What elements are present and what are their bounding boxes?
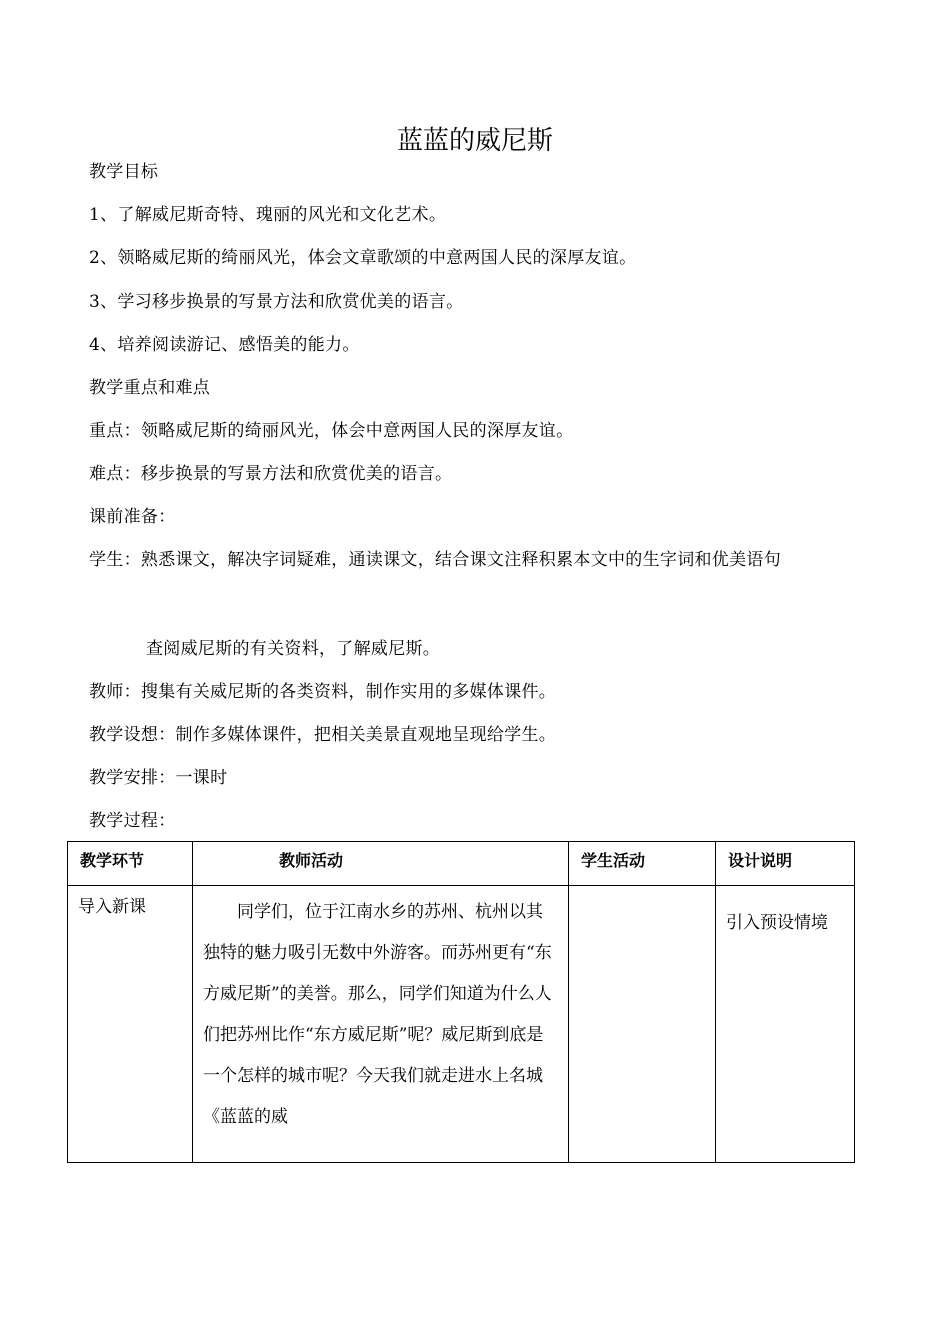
header-stage: 教学环节 <box>68 842 193 886</box>
goal-item-3: 3、学习移步换景的写景方法和欣赏优美的语言。 <box>89 292 464 312</box>
goal-item-2: 2、领略威尼斯的绮丽风光，体会文章歌颂的中意两国人民的深厚友谊。 <box>89 248 637 268</box>
design-notes-text: 引入预设情境 <box>726 913 828 933</box>
teaching-concept: 教学设想：制作多媒体课件，把相关美景直观地呈现给学生。 <box>89 725 557 745</box>
table-row <box>68 886 855 1163</box>
cell-design-notes <box>716 886 855 1163</box>
difficult-point: 难点：移步换景的写景方法和欣赏优美的语言。 <box>89 464 453 484</box>
teaching-schedule: 教学安排：一课时 <box>89 768 228 788</box>
heading-teaching-process: 教学过程： <box>89 811 176 831</box>
teacher-activity-text: 同学们，位于江南水乡的苏州、杭州以其独特的魅力吸引无数中外游客。而苏州更有“东方威尼斯”的美誉。那么，同学们知道为什么人们把苏州比作“东方威尼斯”呢？威尼斯到底是一个怎样的城市呢？今天我们就走进水上名城《蓝蓝的威 <box>203 902 552 1127</box>
header-teacher-activity: 教师活动 <box>193 842 569 886</box>
goal-item-4: 4、培养阅读游记、感悟美的能力。 <box>89 335 360 355</box>
document-title: 蓝蓝的威尼斯 <box>396 126 553 156</box>
heading-teaching-goals: 教学目标 <box>89 162 159 182</box>
cell-teacher-activity <box>193 886 569 1163</box>
header-design-notes: 设计说明 <box>716 842 855 886</box>
student-preparation: 学生：熟悉课文，解决字词疑难，通读课文，结合课文注释积累本文中的生字词和优美语句 <box>89 550 781 570</box>
key-point: 重点：领略威尼斯的绮丽风光，体会中意两国人民的深厚友谊。 <box>89 421 574 441</box>
heading-key-points: 教学重点和难点 <box>89 378 211 398</box>
heading-preparation: 课前准备： <box>89 507 176 527</box>
teaching-process-table <box>67 841 855 1163</box>
header-student-activity: 学生活动 <box>569 842 716 886</box>
cell-student-activity <box>569 886 716 1163</box>
teacher-preparation: 教师：搜集有关威尼斯的各类资料，制作实用的多媒体课件。 <box>89 682 557 702</box>
goal-item-1: 1、了解威尼斯奇特、瑰丽的风光和文化艺术。 <box>89 205 447 225</box>
cell-stage <box>68 886 193 1163</box>
stage-text: 导入新课 <box>78 897 146 917</box>
table-header-row <box>68 842 855 886</box>
student-preparation-cont: 查阅威尼斯的有关资料，了解威尼斯。 <box>146 639 441 659</box>
